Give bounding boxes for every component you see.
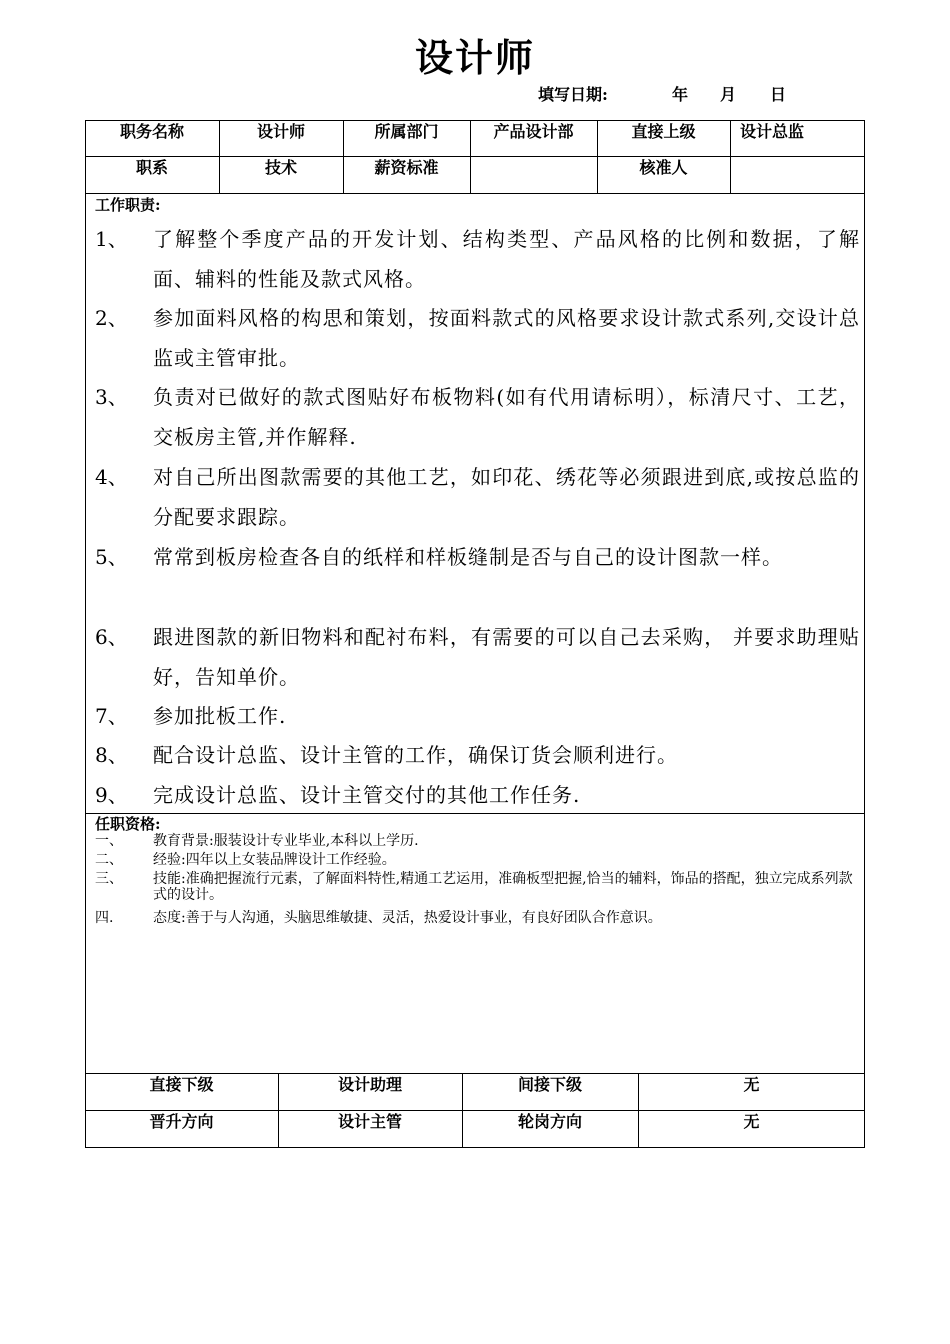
footer-top-line — [85, 1073, 865, 1074]
duty-text: 完成设计总监、设计主管交付的其他工作任务. — [153, 783, 581, 807]
duty-text: 负责对已做好的款式图贴好布板物料(如有代用请标明），标清尺寸、工艺，交板房主管,并作解释. — [153, 385, 860, 449]
footer-cell-label: 晋升方向 — [149, 1112, 214, 1131]
header-cell-value: 设计总监 — [740, 122, 805, 141]
qualification-text: 经验:四年以上女装品牌设计工作经验。 — [153, 852, 396, 868]
header-cell-label: 核准人 — [639, 158, 688, 177]
qualification-number: 三、 — [95, 871, 123, 887]
header-cell-value: 产品设计部 — [493, 122, 574, 141]
qualification-item — [95, 833, 860, 849]
fill-date-year: 年 — [672, 85, 689, 104]
header-cell-label: 职务名称 — [119, 122, 184, 141]
qualification-text: 态度:善于与人沟通，头脑思维敏捷、灵活，热爱设计事业，有良好团队合作意识。 — [153, 910, 662, 926]
duty-number: 5、 — [95, 545, 128, 569]
header-bottom-line — [85, 193, 865, 194]
fill-date-day: 日 — [770, 85, 787, 104]
duty-number: 9、 — [95, 783, 128, 807]
duty-text: 了解整个季度产品的开发计划、结构类型、产品风格的比例和数据，了解面、辅料的性能及款式风格。 — [153, 227, 860, 291]
qualification-number: 二、 — [95, 852, 123, 868]
duty-text: 参加面料风格的构思和策划，按面料款式的风格要求设计款式系列,交设计总监或主管审批。 — [153, 306, 860, 370]
duty-text: 常常到板房检查各自的纸样和样板缝制是否与自己的设计图款一样。 — [153, 545, 783, 569]
duty-number: 4、 — [95, 465, 128, 489]
qualification-item — [95, 910, 860, 926]
qualification-text: 技能:准确把握流行元素，了解面料特性,精通工艺运用，准确板型把握,恰当的辅料，饰品的搭配，独立完成系列款式的设计。 — [153, 871, 853, 903]
duty-number: 8、 — [95, 743, 128, 767]
footer-cell-value: 无 — [743, 1075, 760, 1094]
duty-item — [95, 219, 860, 299]
duties-label: 工作职责: — [95, 196, 161, 214]
duty-text: 参加批板工作. — [153, 704, 287, 728]
fill-date-month: 月 — [720, 85, 737, 104]
duty-item — [95, 298, 860, 378]
footer-cell-label: 轮岗方向 — [517, 1112, 582, 1131]
duty-item — [95, 775, 860, 815]
duty-number: 1、 — [95, 227, 128, 251]
duty-item — [95, 617, 860, 697]
duty-item — [95, 537, 860, 577]
duty-item — [95, 377, 860, 457]
header-col-divider — [730, 120, 731, 193]
footer-cell-label: 直接下级 — [149, 1075, 214, 1094]
duty-item — [95, 457, 860, 537]
footer-cell-label: 间接下级 — [517, 1075, 582, 1094]
qualification-item — [95, 871, 860, 903]
duty-text: 对自己所出图款需要的其他工艺，如印花、绣花等必须跟进到底,或按总监的分配要求跟踪。 — [153, 465, 860, 529]
duty-number: 3、 — [95, 385, 128, 409]
qualification-number: 一、 — [95, 833, 123, 849]
header-row-divider — [85, 156, 865, 157]
qualification-text: 教育背景:服装设计专业毕业,本科以上学历. — [153, 833, 419, 849]
footer-cell-value: 设计主管 — [337, 1112, 402, 1131]
page-title: 设计师 — [414, 35, 535, 80]
footer-cell-value: 设计助理 — [337, 1075, 402, 1094]
qualification-number: 四. — [95, 910, 114, 926]
header-cell-label: 所属部门 — [374, 122, 439, 141]
fill-date-line — [538, 84, 786, 106]
duty-number: 2、 — [95, 306, 128, 330]
header-cell-label: 职系 — [135, 158, 168, 177]
header-cell-value: 技术 — [264, 158, 297, 177]
duty-item — [95, 696, 860, 736]
qualification-item — [95, 852, 860, 868]
duty-number: 6、 — [95, 625, 128, 649]
fill-date-label: 填写日期: — [538, 85, 608, 104]
duty-item — [95, 735, 860, 775]
footer-cell-value: 无 — [743, 1112, 760, 1131]
header-cell-label: 直接上级 — [631, 122, 696, 141]
header-cell-value: 设计师 — [256, 122, 305, 141]
qualifications-label: 任职资格: — [95, 815, 161, 833]
header-cell-label: 薪资标准 — [374, 158, 439, 177]
duty-text: 配合设计总监、设计主管的工作，确保订货会顺利进行。 — [153, 743, 678, 767]
duty-number: 7、 — [95, 704, 128, 728]
footer-row-divider — [85, 1110, 865, 1111]
duty-text: 跟进图款的新旧物料和配衬布料，有需要的可以自己去采购， 并要求助理贴好，告知单价。 — [153, 625, 860, 689]
